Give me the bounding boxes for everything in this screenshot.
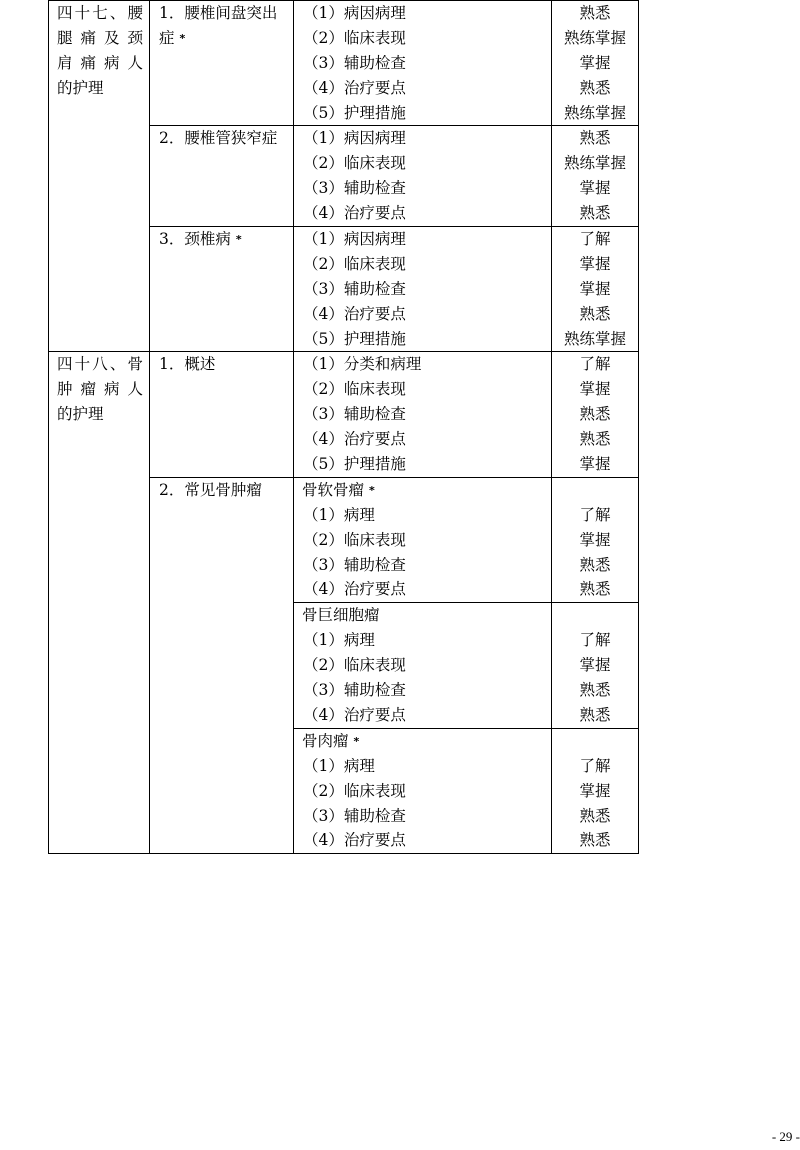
- level-label: 熟悉: [579, 555, 611, 574]
- content-item: （4）治疗要点: [303, 580, 406, 599]
- content-item: （4）治疗要点: [303, 204, 406, 223]
- level-label: 熟练掌握: [563, 103, 626, 122]
- level-cell: [552, 1, 639, 126]
- topic-title: 1．概述: [159, 355, 216, 374]
- content-item: （3）辅助检查: [303, 279, 406, 298]
- content-cell: [294, 603, 552, 728]
- tumor-heading: 骨软骨瘤 *: [302, 480, 375, 499]
- content-item: （2）临床表现: [303, 781, 406, 800]
- level-label: 掌握: [579, 179, 611, 198]
- content-item: （5）护理措施: [303, 329, 406, 348]
- content-item: （2）临床表现: [303, 656, 406, 675]
- level-cell: [552, 477, 639, 602]
- table-row: [49, 1, 639, 126]
- content-item: （4）治疗要点: [303, 831, 406, 850]
- level-label: 熟悉: [579, 4, 611, 22]
- content-item: （3）辅助检查: [303, 179, 406, 198]
- content-item: （2）临床表现: [303, 254, 406, 273]
- topic-cell: [150, 477, 294, 853]
- content-item: （1）分类和病理: [303, 355, 422, 374]
- level-label: 熟悉: [579, 78, 611, 97]
- level-label: 了解: [579, 505, 611, 524]
- content-item: （1）病理: [303, 631, 375, 650]
- level-label: 了解: [579, 230, 611, 249]
- level-cell: [552, 728, 639, 853]
- level-label: 熟悉: [579, 681, 611, 700]
- content-cell: [294, 1, 552, 126]
- content-item: （4）治疗要点: [303, 304, 406, 323]
- level-label: 掌握: [579, 53, 611, 72]
- level-label: 熟练掌握: [563, 329, 626, 348]
- table-row: [49, 352, 639, 477]
- content-item: （4）治疗要点: [303, 430, 406, 449]
- level-label: 熟悉: [579, 806, 611, 825]
- level-label: 掌握: [579, 380, 611, 399]
- content-cell: [294, 227, 552, 352]
- content-item: （1）病因病理: [303, 129, 406, 148]
- level-cell: [552, 126, 639, 227]
- level-label: 掌握: [579, 656, 611, 675]
- level-label: 掌握: [579, 279, 611, 298]
- level-label: 了解: [579, 756, 611, 775]
- section-title: 四十八、骨 肿 瘤 病 人 的护理: [57, 355, 143, 424]
- level-cell: [552, 352, 639, 477]
- level-label: 熟练掌握: [563, 28, 626, 47]
- level-label: 掌握: [579, 781, 611, 800]
- level-label: 掌握: [579, 455, 611, 474]
- content-item: （5）护理措施: [303, 455, 406, 474]
- topic-cell: [150, 126, 294, 227]
- content-cell: [294, 728, 552, 853]
- level-label: 熟悉: [579, 129, 611, 148]
- content-item: （1）病理: [303, 756, 375, 775]
- content-item: （3）辅助检查: [303, 405, 406, 424]
- section-title-cell: [49, 1, 150, 352]
- content-item: （4）治疗要点: [303, 705, 406, 724]
- content-cell: [294, 477, 552, 602]
- level-label: 熟悉: [579, 204, 611, 223]
- key-marker: *: [353, 734, 360, 748]
- level-cell: [552, 603, 639, 728]
- level-label: 了解: [579, 631, 611, 650]
- key-marker: *: [368, 483, 375, 497]
- key-marker: *: [235, 233, 242, 247]
- level-label: 掌握: [579, 254, 611, 273]
- syllabus-table: [48, 0, 639, 854]
- level-label: 熟悉: [579, 580, 611, 599]
- key-marker: *: [179, 31, 186, 45]
- content-item: （3）辅助检查: [303, 555, 406, 574]
- topic-title: 1．腰椎间盘突出 症 *: [159, 4, 278, 47]
- content-cell: [294, 352, 552, 477]
- topic-title: 3．颈椎病 *: [159, 230, 242, 249]
- level-label: 熟练掌握: [563, 154, 626, 173]
- level-cell: [552, 227, 639, 352]
- content-item: （2）临床表现: [303, 28, 406, 47]
- section-title-cell: [49, 352, 150, 854]
- tumor-heading: 骨巨细胞瘤: [302, 606, 380, 625]
- content-item: （1）病理: [303, 505, 375, 524]
- page-number: - 29 -: [771, 1129, 800, 1144]
- content-item: （2）临床表现: [303, 530, 406, 549]
- section-title: 四十七、腰 腿 痛 及 颈 肩 痛 病 人 的护理: [57, 4, 143, 97]
- content-item: （3）辅助检查: [303, 53, 406, 72]
- content-item: （3）辅助检查: [303, 681, 406, 700]
- content-item: （1）病因病理: [303, 4, 406, 22]
- content-item: （5）护理措施: [303, 103, 406, 122]
- level-label: 掌握: [579, 530, 611, 549]
- level-label: 了解: [579, 355, 611, 374]
- content-item: （4）治疗要点: [303, 78, 406, 97]
- level-label: 熟悉: [579, 405, 611, 424]
- level-label: 熟悉: [579, 430, 611, 449]
- topic-cell: [150, 352, 294, 477]
- content-item: （2）临床表现: [303, 154, 406, 173]
- topic-cell: [150, 227, 294, 352]
- tumor-heading: 骨肉瘤 *: [302, 731, 360, 750]
- level-label: 熟悉: [579, 304, 611, 323]
- topic-title: 2．腰椎管狭窄症: [159, 129, 278, 148]
- content-item: （2）临床表现: [303, 380, 406, 399]
- content-item: （3）辅助检查: [303, 806, 406, 825]
- content-cell: [294, 126, 552, 227]
- level-label: 熟悉: [579, 831, 611, 850]
- content-item: （1）病因病理: [303, 230, 406, 249]
- topic-cell: [150, 1, 294, 126]
- topic-title: 2．常见骨肿瘤: [159, 480, 262, 499]
- level-label: 熟悉: [579, 705, 611, 724]
